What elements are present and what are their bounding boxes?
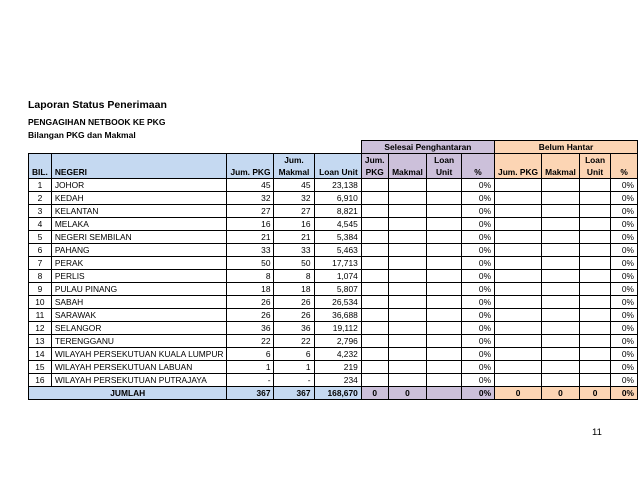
row-s-pct: 0%	[461, 283, 494, 296]
row-b-makmal	[542, 296, 580, 309]
row-negeri: SELANGOR	[51, 322, 227, 335]
row-bil: 15	[29, 361, 52, 374]
total-b-pkg: 0	[495, 387, 542, 400]
row-b-pct: 0%	[611, 296, 638, 309]
row-b-pct: 0%	[611, 244, 638, 257]
row-b-pct: 0%	[611, 374, 638, 387]
row-b-makmal	[542, 361, 580, 374]
row-s-loan	[427, 244, 462, 257]
row-b-loan	[579, 231, 610, 244]
table-row	[29, 257, 638, 270]
group-header-belum: Belum Hantar	[495, 141, 638, 154]
total-jum-pkg: 367	[227, 387, 274, 400]
row-s-makmal	[388, 270, 427, 283]
row-bil: 12	[29, 322, 52, 335]
row-negeri: SABAH	[51, 296, 227, 309]
row-s-makmal	[388, 218, 427, 231]
table-row	[29, 205, 638, 218]
row-jum-makmal: 50	[274, 257, 314, 270]
row-s-pct: 0%	[461, 374, 494, 387]
row-jum-makmal: 26	[274, 309, 314, 322]
row-jum-makmal: 6	[274, 348, 314, 361]
row-negeri: PAHANG	[51, 244, 227, 257]
total-label: JUMLAH	[29, 387, 227, 400]
row-negeri: WILAYAH PERSEKUTUAN LABUAN	[51, 361, 227, 374]
total-b-loan: 0	[579, 387, 610, 400]
row-bil: 2	[29, 192, 52, 205]
row-s-pct: 0%	[461, 361, 494, 374]
row-jum-pkg: 1	[227, 361, 274, 374]
row-negeri: TERENGGANU	[51, 335, 227, 348]
row-loan-unit: 6,910	[314, 192, 361, 205]
row-b-pct: 0%	[611, 257, 638, 270]
row-s-loan	[427, 231, 462, 244]
row-s-makmal	[388, 296, 427, 309]
row-s-loan	[427, 296, 462, 309]
row-b-pct: 0%	[611, 309, 638, 322]
row-bil: 1	[29, 179, 52, 192]
report-title: Laporan Status Penerimaan	[28, 99, 167, 111]
row-b-pct: 0%	[611, 348, 638, 361]
row-jum-pkg: 16	[227, 218, 274, 231]
row-bil: 9	[29, 283, 52, 296]
row-s-loan	[427, 374, 462, 387]
row-bil: 16	[29, 374, 52, 387]
table-row	[29, 335, 638, 348]
row-s-pkg	[361, 335, 388, 348]
row-s-pct: 0%	[461, 322, 494, 335]
row-loan-unit: 219	[314, 361, 361, 374]
header-s-jum-pkg: PKG	[361, 166, 388, 179]
row-b-pkg	[495, 205, 542, 218]
row-b-pkg	[495, 218, 542, 231]
row-loan-unit: 5,463	[314, 244, 361, 257]
header-loan-unit: Loan Unit	[314, 166, 361, 179]
row-loan-unit: 8,821	[314, 205, 361, 218]
row-jum-pkg: 26	[227, 309, 274, 322]
row-s-loan	[427, 205, 462, 218]
row-negeri: KELANTAN	[51, 205, 227, 218]
row-s-pkg	[361, 244, 388, 257]
row-s-pct: 0%	[461, 244, 494, 257]
row-b-pkg	[495, 322, 542, 335]
row-b-pkg	[495, 361, 542, 374]
row-s-pkg	[361, 192, 388, 205]
row-jum-makmal: 26	[274, 296, 314, 309]
total-row	[29, 387, 638, 400]
row-negeri: NEGERI SEMBILAN	[51, 231, 227, 244]
page-number: 11	[592, 427, 602, 438]
header-row-2	[29, 166, 638, 179]
header-s-makmal: Makmal	[388, 166, 427, 179]
row-b-pkg	[495, 348, 542, 361]
row-jum-pkg: 33	[227, 244, 274, 257]
row-s-makmal	[388, 374, 427, 387]
row-b-pct: 0%	[611, 361, 638, 374]
row-loan-unit: 26,534	[314, 296, 361, 309]
row-s-pct: 0%	[461, 218, 494, 231]
table-row	[29, 296, 638, 309]
total-b-makmal: 0	[542, 387, 580, 400]
row-s-makmal	[388, 309, 427, 322]
row-s-makmal	[388, 231, 427, 244]
row-loan-unit: 19,112	[314, 322, 361, 335]
row-b-makmal	[542, 348, 580, 361]
row-jum-pkg: 22	[227, 335, 274, 348]
row-s-pkg	[361, 296, 388, 309]
row-s-loan	[427, 218, 462, 231]
table-row	[29, 270, 638, 283]
row-b-pkg	[495, 270, 542, 283]
header-jum-makmal: Makmal	[274, 166, 314, 179]
row-b-pkg	[495, 192, 542, 205]
row-loan-unit: 36,688	[314, 309, 361, 322]
row-s-loan	[427, 179, 462, 192]
row-jum-makmal: 18	[274, 283, 314, 296]
row-b-loan	[579, 244, 610, 257]
row-b-makmal	[542, 374, 580, 387]
row-b-pct: 0%	[611, 283, 638, 296]
row-jum-makmal: 21	[274, 231, 314, 244]
row-jum-pkg: 26	[227, 296, 274, 309]
row-s-pct: 0%	[461, 309, 494, 322]
row-s-pkg	[361, 205, 388, 218]
header-s-jum-pkg-top: Jum.	[361, 154, 388, 167]
row-jum-makmal: 45	[274, 179, 314, 192]
row-b-makmal	[542, 335, 580, 348]
header-b-loan-unit: Unit	[579, 166, 610, 179]
row-jum-makmal: 33	[274, 244, 314, 257]
row-s-pkg	[361, 270, 388, 283]
row-s-loan	[427, 361, 462, 374]
table-row	[29, 244, 638, 257]
row-jum-makmal: 1	[274, 361, 314, 374]
row-s-pct: 0%	[461, 348, 494, 361]
total-b-pct: 0%	[611, 387, 638, 400]
header-bil: BIL.	[29, 166, 52, 179]
table-row	[29, 374, 638, 387]
row-jum-pkg: 45	[227, 179, 274, 192]
row-s-pct: 0%	[461, 335, 494, 348]
row-bil: 11	[29, 309, 52, 322]
row-s-makmal	[388, 361, 427, 374]
row-s-makmal	[388, 283, 427, 296]
row-loan-unit: 1,074	[314, 270, 361, 283]
row-b-pkg	[495, 374, 542, 387]
row-loan-unit: 2,796	[314, 335, 361, 348]
table-row	[29, 192, 638, 205]
row-s-loan	[427, 283, 462, 296]
row-bil: 7	[29, 257, 52, 270]
row-s-pkg	[361, 374, 388, 387]
row-jum-makmal: -	[274, 374, 314, 387]
row-b-pct: 0%	[611, 322, 638, 335]
row-negeri: KEDAH	[51, 192, 227, 205]
total-jum-makmal: 367	[274, 387, 314, 400]
row-bil: 8	[29, 270, 52, 283]
total-s-pkg: 0	[361, 387, 388, 400]
row-b-loan	[579, 374, 610, 387]
row-s-loan	[427, 309, 462, 322]
row-b-pkg	[495, 296, 542, 309]
row-jum-makmal: 22	[274, 335, 314, 348]
row-loan-unit: 4,232	[314, 348, 361, 361]
row-jum-makmal: 16	[274, 218, 314, 231]
row-b-loan	[579, 218, 610, 231]
row-loan-unit: 234	[314, 374, 361, 387]
header-jum-makmal-top: Jum.	[274, 154, 314, 167]
row-negeri: WILAYAH PERSEKUTUAN PUTRAJAYA	[51, 374, 227, 387]
row-s-loan	[427, 270, 462, 283]
row-b-pct: 0%	[611, 218, 638, 231]
total-s-makmal: 0	[388, 387, 427, 400]
header-s-loan-top: Loan	[427, 154, 462, 167]
row-negeri: SARAWAK	[51, 309, 227, 322]
group-header-selesai: Selesai Penghantaran	[361, 141, 494, 154]
row-negeri: PERLIS	[51, 270, 227, 283]
row-jum-pkg: 32	[227, 192, 274, 205]
row-s-pct: 0%	[461, 205, 494, 218]
row-b-makmal	[542, 257, 580, 270]
report-subtitle: PENGAGIHAN NETBOOK KE PKG	[28, 117, 166, 127]
table-row	[29, 361, 638, 374]
total-s-loan	[427, 387, 462, 400]
row-s-pct: 0%	[461, 231, 494, 244]
row-b-pkg	[495, 283, 542, 296]
row-loan-unit: 5,807	[314, 283, 361, 296]
row-s-loan	[427, 192, 462, 205]
row-b-makmal	[542, 192, 580, 205]
row-s-makmal	[388, 322, 427, 335]
total-s-pct: 0%	[461, 387, 494, 400]
row-s-pkg	[361, 283, 388, 296]
row-b-pkg	[495, 244, 542, 257]
table-row	[29, 283, 638, 296]
table-row	[29, 218, 638, 231]
row-b-pct: 0%	[611, 205, 638, 218]
header-row-1	[29, 154, 638, 167]
row-s-pct: 0%	[461, 192, 494, 205]
row-loan-unit: 4,545	[314, 218, 361, 231]
row-b-loan	[579, 348, 610, 361]
header-b-pct: %	[611, 166, 638, 179]
row-bil: 6	[29, 244, 52, 257]
table-row	[29, 309, 638, 322]
report-subtitle-2: Bilangan PKG dan Makmal	[28, 130, 136, 140]
row-s-pkg	[361, 231, 388, 244]
row-b-loan	[579, 361, 610, 374]
row-b-pct: 0%	[611, 192, 638, 205]
row-s-makmal	[388, 205, 427, 218]
row-b-makmal	[542, 231, 580, 244]
row-jum-makmal: 32	[274, 192, 314, 205]
header-jum-pkg: Jum. PKG	[227, 166, 274, 179]
row-jum-pkg: 36	[227, 322, 274, 335]
status-table	[28, 140, 638, 400]
row-s-pkg	[361, 361, 388, 374]
row-s-pkg	[361, 218, 388, 231]
row-b-loan	[579, 270, 610, 283]
row-negeri: MELAKA	[51, 218, 227, 231]
row-b-makmal	[542, 205, 580, 218]
table-row	[29, 179, 638, 192]
header-b-jum-pkg: Jum. PKG	[495, 166, 542, 179]
row-loan-unit: 17,713	[314, 257, 361, 270]
row-s-pkg	[361, 257, 388, 270]
row-b-loan	[579, 179, 610, 192]
row-b-pkg	[495, 257, 542, 270]
row-b-makmal	[542, 270, 580, 283]
total-loan-unit: 168,670	[314, 387, 361, 400]
row-s-pkg	[361, 309, 388, 322]
header-s-loan-unit: Unit	[427, 166, 462, 179]
row-jum-makmal: 27	[274, 205, 314, 218]
row-s-makmal	[388, 257, 427, 270]
row-s-loan	[427, 257, 462, 270]
row-b-pct: 0%	[611, 335, 638, 348]
row-b-pkg	[495, 309, 542, 322]
row-s-loan	[427, 348, 462, 361]
group-header-row	[29, 141, 638, 154]
row-negeri: PULAU PINANG	[51, 283, 227, 296]
row-b-pkg	[495, 179, 542, 192]
row-jum-pkg: 18	[227, 283, 274, 296]
row-negeri: PERAK	[51, 257, 227, 270]
row-s-pct: 0%	[461, 179, 494, 192]
row-bil: 10	[29, 296, 52, 309]
row-jum-pkg: 21	[227, 231, 274, 244]
row-bil: 4	[29, 218, 52, 231]
header-b-makmal: Makmal	[542, 166, 580, 179]
row-b-pct: 0%	[611, 231, 638, 244]
header-b-loan-top: Loan	[579, 154, 610, 167]
row-s-pkg	[361, 322, 388, 335]
row-b-pct: 0%	[611, 270, 638, 283]
row-s-pct: 0%	[461, 270, 494, 283]
row-jum-makmal: 8	[274, 270, 314, 283]
row-negeri: WILAYAH PERSEKUTUAN KUALA LUMPUR	[51, 348, 227, 361]
row-jum-makmal: 36	[274, 322, 314, 335]
row-b-loan	[579, 322, 610, 335]
table-row	[29, 231, 638, 244]
table-row	[29, 322, 638, 335]
row-bil: 3	[29, 205, 52, 218]
row-loan-unit: 5,384	[314, 231, 361, 244]
row-s-loan	[427, 322, 462, 335]
row-b-loan	[579, 283, 610, 296]
row-negeri: JOHOR	[51, 179, 227, 192]
row-b-pkg	[495, 231, 542, 244]
row-s-makmal	[388, 348, 427, 361]
row-s-pct: 0%	[461, 296, 494, 309]
row-bil: 13	[29, 335, 52, 348]
row-b-loan	[579, 192, 610, 205]
row-bil: 5	[29, 231, 52, 244]
row-b-makmal	[542, 218, 580, 231]
row-jum-pkg: 6	[227, 348, 274, 361]
row-b-loan	[579, 296, 610, 309]
row-s-makmal	[388, 179, 427, 192]
row-s-makmal	[388, 335, 427, 348]
row-b-loan	[579, 309, 610, 322]
row-loan-unit: 23,138	[314, 179, 361, 192]
row-b-makmal	[542, 283, 580, 296]
row-s-pct: 0%	[461, 257, 494, 270]
row-s-makmal	[388, 244, 427, 257]
row-b-loan	[579, 257, 610, 270]
row-jum-pkg: -	[227, 374, 274, 387]
row-b-makmal	[542, 322, 580, 335]
row-b-makmal	[542, 179, 580, 192]
row-b-pct: 0%	[611, 179, 638, 192]
header-negeri: NEGERI	[51, 166, 227, 179]
row-jum-pkg: 27	[227, 205, 274, 218]
header-s-pct: %	[461, 166, 494, 179]
row-b-pkg	[495, 335, 542, 348]
row-b-makmal	[542, 244, 580, 257]
row-bil: 14	[29, 348, 52, 361]
row-b-makmal	[542, 309, 580, 322]
row-jum-pkg: 8	[227, 270, 274, 283]
row-b-loan	[579, 335, 610, 348]
row-s-pkg	[361, 348, 388, 361]
row-jum-pkg: 50	[227, 257, 274, 270]
table-row	[29, 348, 638, 361]
row-s-pkg	[361, 179, 388, 192]
row-s-makmal	[388, 192, 427, 205]
row-s-loan	[427, 335, 462, 348]
row-b-loan	[579, 205, 610, 218]
